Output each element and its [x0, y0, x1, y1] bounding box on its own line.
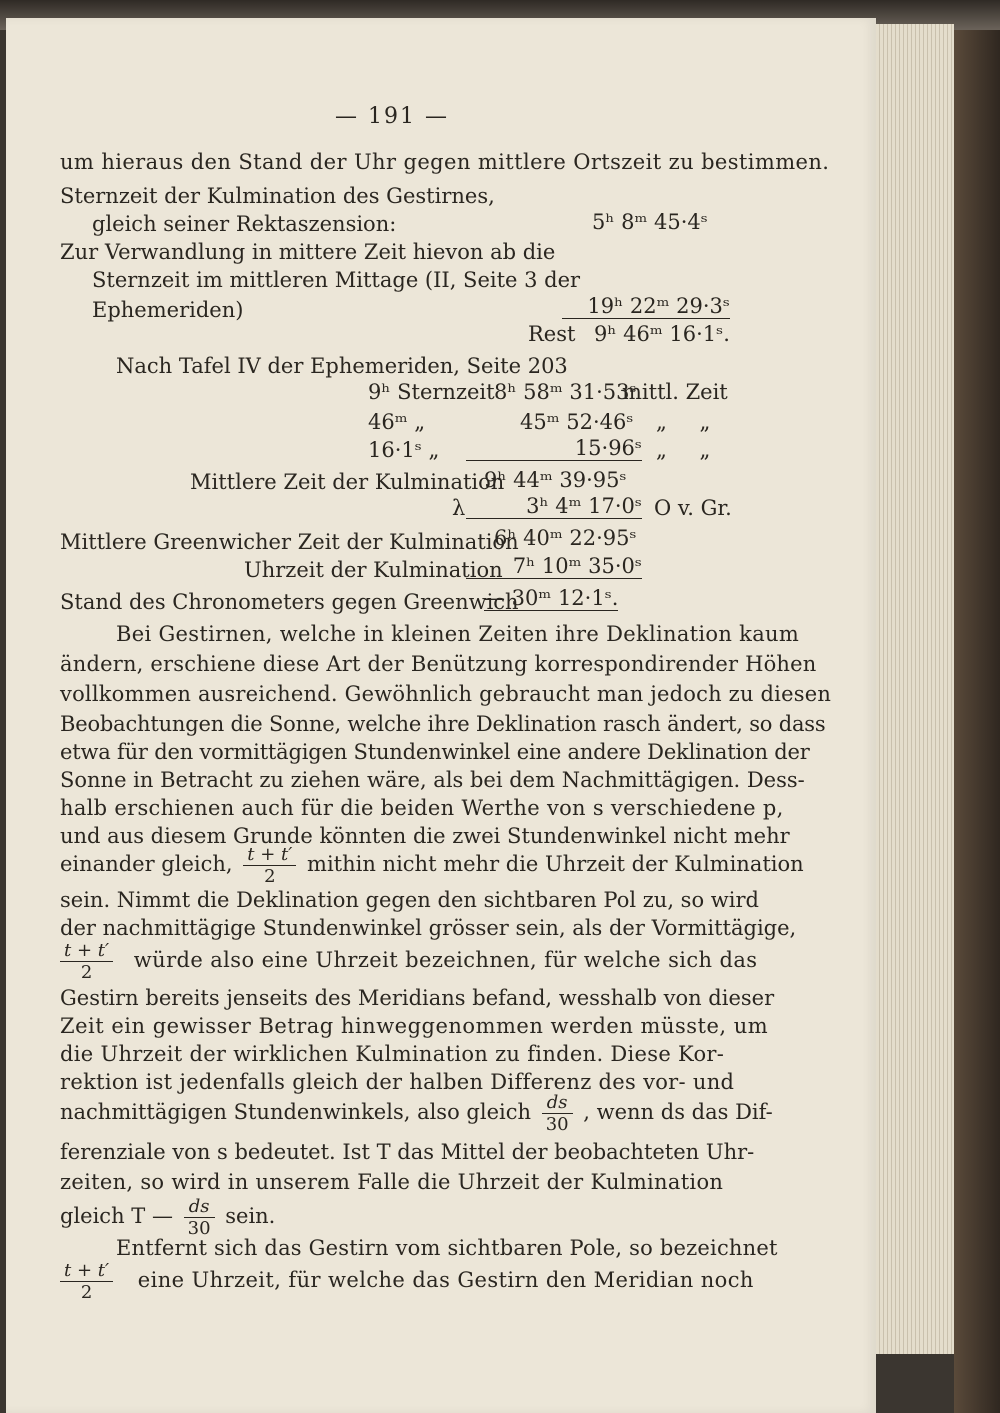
- fraction-denominator: 30: [187, 1218, 211, 1239]
- fraction: [243, 844, 296, 887]
- uhrzeit-label: Uhrzeit der Kulmination: [244, 558, 503, 582]
- formula-line: [60, 844, 804, 887]
- lambda-suffix: O v. Gr.: [654, 496, 732, 520]
- tafel-row-value: 15·96ˢ: [466, 436, 642, 461]
- fraction: [60, 1260, 113, 1303]
- formula-line: [60, 940, 757, 983]
- mittlere-zeit-value: 9ʰ 44ᵐ 39·95ˢ: [484, 468, 627, 492]
- formula-line: [60, 1092, 773, 1135]
- step1-line1: Sternzeit der Kulmination des Gestirnes,: [60, 184, 495, 208]
- lambda-value: 3ʰ 4ᵐ 17·0ˢ: [466, 494, 642, 519]
- paragraph-line: ändern, erschiene diese Art der Benützung korrespondirender Höhen: [60, 652, 817, 676]
- paragraph-line: vollkommen ausreichend. Gewöhnlich gebraucht man jedoch zu diesen: [60, 682, 832, 706]
- paragraph-line: die Uhrzeit der wirklichen Kulmination zu finden. Diese Kor-: [60, 1042, 725, 1066]
- formula-text: mithin nicht mehr die Uhrzeit der Kulmination: [307, 852, 804, 876]
- tafel-row-suffix: „ „: [656, 438, 711, 462]
- tafel-row-label: 46ᵐ „: [368, 410, 426, 434]
- fraction: [542, 1092, 573, 1135]
- formula-text: gleich T —: [60, 1204, 173, 1228]
- rest-value: 9ʰ 46ᵐ 16·1ˢ.: [594, 322, 730, 346]
- page-edges: [876, 24, 954, 1354]
- step2-line2: Sternzeit im mittleren Mittage (II, Seite 3 der: [92, 268, 581, 292]
- paragraph-line: zeiten, so wird in unserem Falle die Uhrzeit der Kulmination: [60, 1170, 724, 1194]
- tafel-row-label: 9ʰ Sternzeit: [368, 380, 495, 404]
- tafel-row-suffix: „ „: [656, 410, 711, 434]
- tafel-row-value: 8ʰ 58ᵐ 31·53ˢ: [494, 380, 637, 404]
- paragraph-line: Beobachtungen die Sonne, welche ihre Deklination rasch ändert, so dass: [60, 712, 826, 736]
- step2-line1: Zur Verwandlung in mittere Zeit hievon ab die: [60, 240, 556, 264]
- formula-text: sein.: [225, 1204, 276, 1228]
- fraction-numerator: t + t′: [243, 844, 296, 866]
- step2-line3: Ephemeriden): [92, 298, 244, 322]
- fraction: [184, 1196, 215, 1239]
- step1-line2: gleich seiner Rektaszension:: [92, 212, 397, 236]
- paragraph-line: sein. Nimmt die Deklination gegen den sichtbaren Pol zu, so wird: [60, 888, 759, 912]
- paragraph-line: halb erschienen auch für die beiden Werthe von s verschiedene p,: [60, 796, 784, 820]
- fraction-numerator: ds: [184, 1196, 215, 1218]
- rest-label: Rest: [528, 322, 576, 346]
- formula-line: [60, 1196, 275, 1239]
- fraction-denominator: 30: [545, 1114, 569, 1135]
- tafel-heading: Nach Tafel IV der Ephemeriden, Seite 203: [116, 354, 568, 378]
- fraction-numerator: t + t′: [60, 940, 113, 962]
- paragraph-line: der nachmittägige Stundenwinkel grösser sein, als der Vormittägige,: [60, 916, 797, 940]
- paragraph-line: und aus diesem Grunde könnten die zwei Stundenwinkel nicht mehr: [60, 824, 790, 848]
- step1-value: 5ʰ 8ᵐ 45·4ˢ: [592, 210, 708, 234]
- formula-text: einander gleich,: [60, 852, 233, 876]
- book-cover: [954, 30, 1000, 1413]
- greenwich-value: 6ʰ 40ᵐ 22·95ˢ: [494, 526, 637, 550]
- stand-value: — 30ᵐ 12·1ˢ.: [484, 586, 619, 610]
- paragraph2-line: Entfernt sich das Gestirn vom sichtbaren Pole, so bezeichnet: [116, 1236, 778, 1260]
- paragraph-line: Zeit ein gewisser Betrag hinweggenommen werden müsste, um: [60, 1014, 769, 1038]
- uhrzeit-value: 7ʰ 10ᵐ 35·0ˢ: [466, 554, 642, 579]
- paragraph-line: etwa für den vormittägigen Stundenwinkel eine andere Deklination der: [60, 740, 810, 764]
- formula-text: , wenn ds das Dif-: [583, 1100, 773, 1124]
- fraction-numerator: t + t′: [60, 1260, 113, 1282]
- paragraph-line: Bei Gestirnen, welche in kleinen Zeiten ihre Deklination kaum: [116, 622, 800, 646]
- intro-line: um hieraus den Stand der Uhr gegen mittlere Ortszeit zu bestimmen.: [60, 150, 830, 174]
- formula-text: würde also eine Uhrzeit bezeichnen, für welche sich das: [133, 948, 758, 972]
- paragraph-line: Gestirn bereits jenseits des Meridians befand, wesshalb von dieser: [60, 986, 775, 1010]
- tafel-row-label: 16·1ˢ „: [368, 438, 440, 462]
- formula-line: [60, 1260, 754, 1303]
- paragraph-line: Sonne in Betracht zu ziehen wäre, als bei dem Nachmittägigen. Dess-: [60, 768, 805, 792]
- fraction-numerator: ds: [542, 1092, 573, 1114]
- greenwich-label: Mittlere Greenwicher Zeit der Kulmination: [60, 530, 519, 554]
- page-number: — 191 —: [335, 104, 449, 129]
- tafel-row-value: 45ᵐ 52·46ˢ: [520, 410, 634, 434]
- fraction-denominator: 2: [264, 866, 276, 887]
- lambda-label: λ: [452, 496, 466, 520]
- formula-text: nachmittägigen Stundenwinkels, also gleich: [60, 1100, 531, 1124]
- tafel-row-suffix: mittl. Zeit: [622, 380, 728, 404]
- fraction-denominator: 2: [80, 962, 93, 983]
- fraction-denominator: 2: [80, 1282, 93, 1303]
- formula-text: eine Uhrzeit, für welche das Gestirn den Meridian noch: [137, 1268, 754, 1292]
- step2-value: 19ʰ 22ᵐ 29·3ˢ: [562, 294, 730, 319]
- paragraph-line: ferenziale von s bedeutet. Ist T das Mittel der beobachteten Uhr-: [60, 1140, 755, 1164]
- stand-label: Stand des Chronometers gegen Greenwich: [60, 590, 519, 614]
- mittlere-zeit-label: Mittlere Zeit der Kulmination: [190, 470, 505, 494]
- fraction: [60, 940, 113, 983]
- paragraph-line: rektion ist jedenfalls gleich der halben Differenz des vor- und: [60, 1070, 735, 1094]
